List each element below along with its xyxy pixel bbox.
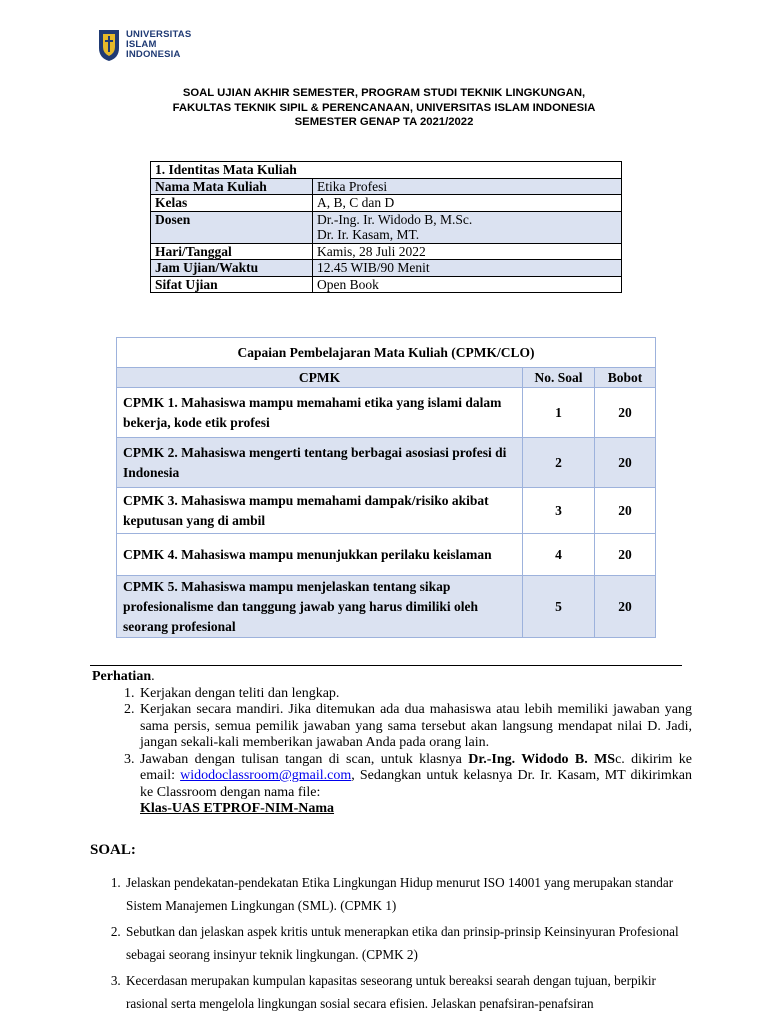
table-row bbox=[151, 243, 622, 260]
university-logo bbox=[96, 28, 191, 62]
cpmk-header: CPMK bbox=[117, 368, 523, 388]
table-row bbox=[117, 388, 656, 438]
identitas-value: Kamis, 28 Juli 2022 bbox=[313, 243, 622, 260]
identitas-table bbox=[150, 161, 622, 293]
perhatian-item-2: 2. Kerjakan secara mandiri. Jika ditemukan ada dua mahasiswa atau lebih memiliki jawaban yang sama persis, semua pemilik jawaban yang sama tersebut akan langsung mendapat nilai D. Jadi, jangan sekali-kali memberikan jawaban Anda pada orang lain. bbox=[138, 702, 692, 752]
cpmk-table bbox=[116, 337, 656, 638]
no-soal-header: No. Soal bbox=[523, 368, 595, 388]
table-row bbox=[151, 178, 622, 195]
perhatian-item-1: 1. Kerjakan dengan teliti dan lengkap. bbox=[138, 686, 692, 703]
identitas-label: Jam Ujian/Waktu bbox=[151, 260, 313, 277]
soal-section bbox=[92, 872, 692, 1019]
email-link[interactable]: widodoclassroom@gmail.com bbox=[180, 768, 352, 783]
cpmk-title: Capaian Pembelajaran Mata Kuliah (CPMK/CLO) bbox=[117, 338, 656, 368]
table-row bbox=[151, 211, 622, 243]
cpmk-text: CPMK 5. Mahasiswa mampu menjelaskan tentang sikap profesionalisme dan tanggung jawab yang harus dimiliki oleh seorang profesional bbox=[117, 576, 523, 638]
identitas-label: Kelas bbox=[151, 195, 313, 212]
table-row bbox=[117, 438, 656, 488]
cpmk-no: 3 bbox=[523, 488, 595, 534]
dosen-2: Dr. Ir. Kasam, MT. bbox=[317, 227, 420, 242]
perhatian-title: Perhatian. bbox=[92, 669, 155, 684]
table-row bbox=[117, 576, 656, 638]
cpmk-text: CPMK 4. Mahasiswa mampu menunjukkan perilaku keislaman bbox=[117, 534, 523, 576]
soal-title: SOAL: bbox=[90, 842, 136, 858]
identitas-label: Hari/Tanggal bbox=[151, 243, 313, 260]
cpmk-bobot: 20 bbox=[595, 438, 656, 488]
table-row bbox=[117, 488, 656, 534]
logo-line-3: INDONESIA bbox=[126, 49, 181, 60]
cpmk-no: 4 bbox=[523, 534, 595, 576]
cpmk-text: CPMK 3. Mahasiswa mampu memahami dampak/risiko akibat keputusan yang di ambil bbox=[117, 488, 523, 534]
bobot-header: Bobot bbox=[595, 368, 656, 388]
cpmk-text: CPMK 1. Mahasiswa mampu memahami etika yang islami dalam bekerja, kode etik profesi bbox=[117, 388, 523, 438]
cpmk-text: CPMK 2. Mahasiswa mengerti tentang berbagai asosiasi profesi di Indonesia bbox=[117, 438, 523, 488]
table-row bbox=[117, 534, 656, 576]
cpmk-no: 1 bbox=[523, 388, 595, 438]
cpmk-bobot: 20 bbox=[595, 388, 656, 438]
perhatian-item-3: 3. Jawaban dengan tulisan tangan di scan, untuk klasnya Dr.-Ing. Widodo B. MSc. dikirim ke email: widodoclassroom@gmail.com, Sedangkan untuk kelasnya Dr. Ir. Kasam, MT dikirimkan ke Classroom dengan nama file: Klas-UAS ETPROF-NIM-Nama bbox=[138, 752, 692, 818]
identitas-label: Dosen bbox=[151, 211, 313, 243]
logo-line-2: ISLAM bbox=[126, 39, 157, 50]
cpmk-no: 5 bbox=[523, 576, 595, 638]
logo-line-1: UNIVERSITAS bbox=[126, 29, 192, 40]
table-row bbox=[151, 276, 622, 293]
header-line-1: SOAL UJIAN AKHIR SEMESTER, PROGRAM STUDI TEKNIK LINGKUNGAN, bbox=[182, 87, 586, 99]
exam-header bbox=[0, 86, 768, 130]
identitas-value: Etika Profesi bbox=[313, 178, 622, 195]
header-line-3: SEMESTER GENAP TA 2021/2022 bbox=[294, 116, 474, 128]
soal-item-3: 3. Kecerdasan merupakan kumpulan kapasitas seseorang untuk bereaksi searah dengan tujuan, berpikir rasional serta mengelola lingkungan sosial secara efisien. Jelaskan penafsiran-penafsiran bbox=[124, 970, 692, 1015]
identitas-label: Nama Mata Kuliah bbox=[151, 178, 313, 195]
identitas-value: A, B, C dan D bbox=[313, 195, 622, 212]
header-line-2: FAKULTAS TEKNIK SIPIL & PERENCANAAN, UNIVERSITAS ISLAM INDONESIA bbox=[172, 101, 596, 114]
university-emblem-icon bbox=[96, 28, 122, 62]
identitas-label: Sifat Ujian bbox=[151, 276, 313, 293]
filename-format: Klas-UAS ETPROF-NIM-Nama bbox=[140, 801, 335, 816]
identitas-value bbox=[313, 211, 622, 243]
divider bbox=[90, 665, 682, 666]
identitas-value: 12.45 WIB/90 Menit bbox=[313, 260, 622, 277]
identitas-value: Open Book bbox=[313, 276, 622, 293]
table-row bbox=[151, 260, 622, 277]
identitas-title: 1. Identitas Mata Kuliah bbox=[151, 162, 622, 179]
cpmk-no: 2 bbox=[523, 438, 595, 488]
perhatian-section bbox=[92, 669, 692, 818]
cpmk-bobot: 20 bbox=[595, 488, 656, 534]
soal-item-2: 2. Sebutkan dan jelaskan aspek kritis untuk menerapkan etika dan prinsip-prinsip Keinsinyuran Profesional sebagai seorang insinyur teknik lingkungan. (CPMK 2) bbox=[124, 921, 692, 966]
soal-item-1: 1. Jelaskan pendekatan-pendekatan Etika Lingkungan Hidup menurut ISO 14001 yang merupakan standar Sistem Manajemen Lingkungan (SML). (CPMK 1) bbox=[124, 872, 692, 917]
cpmk-bobot: 20 bbox=[595, 534, 656, 576]
dosen-1: Dr.-Ing. Ir. Widodo B, M.Sc. bbox=[317, 211, 473, 227]
cpmk-bobot: 20 bbox=[595, 576, 656, 638]
table-row bbox=[151, 195, 622, 212]
